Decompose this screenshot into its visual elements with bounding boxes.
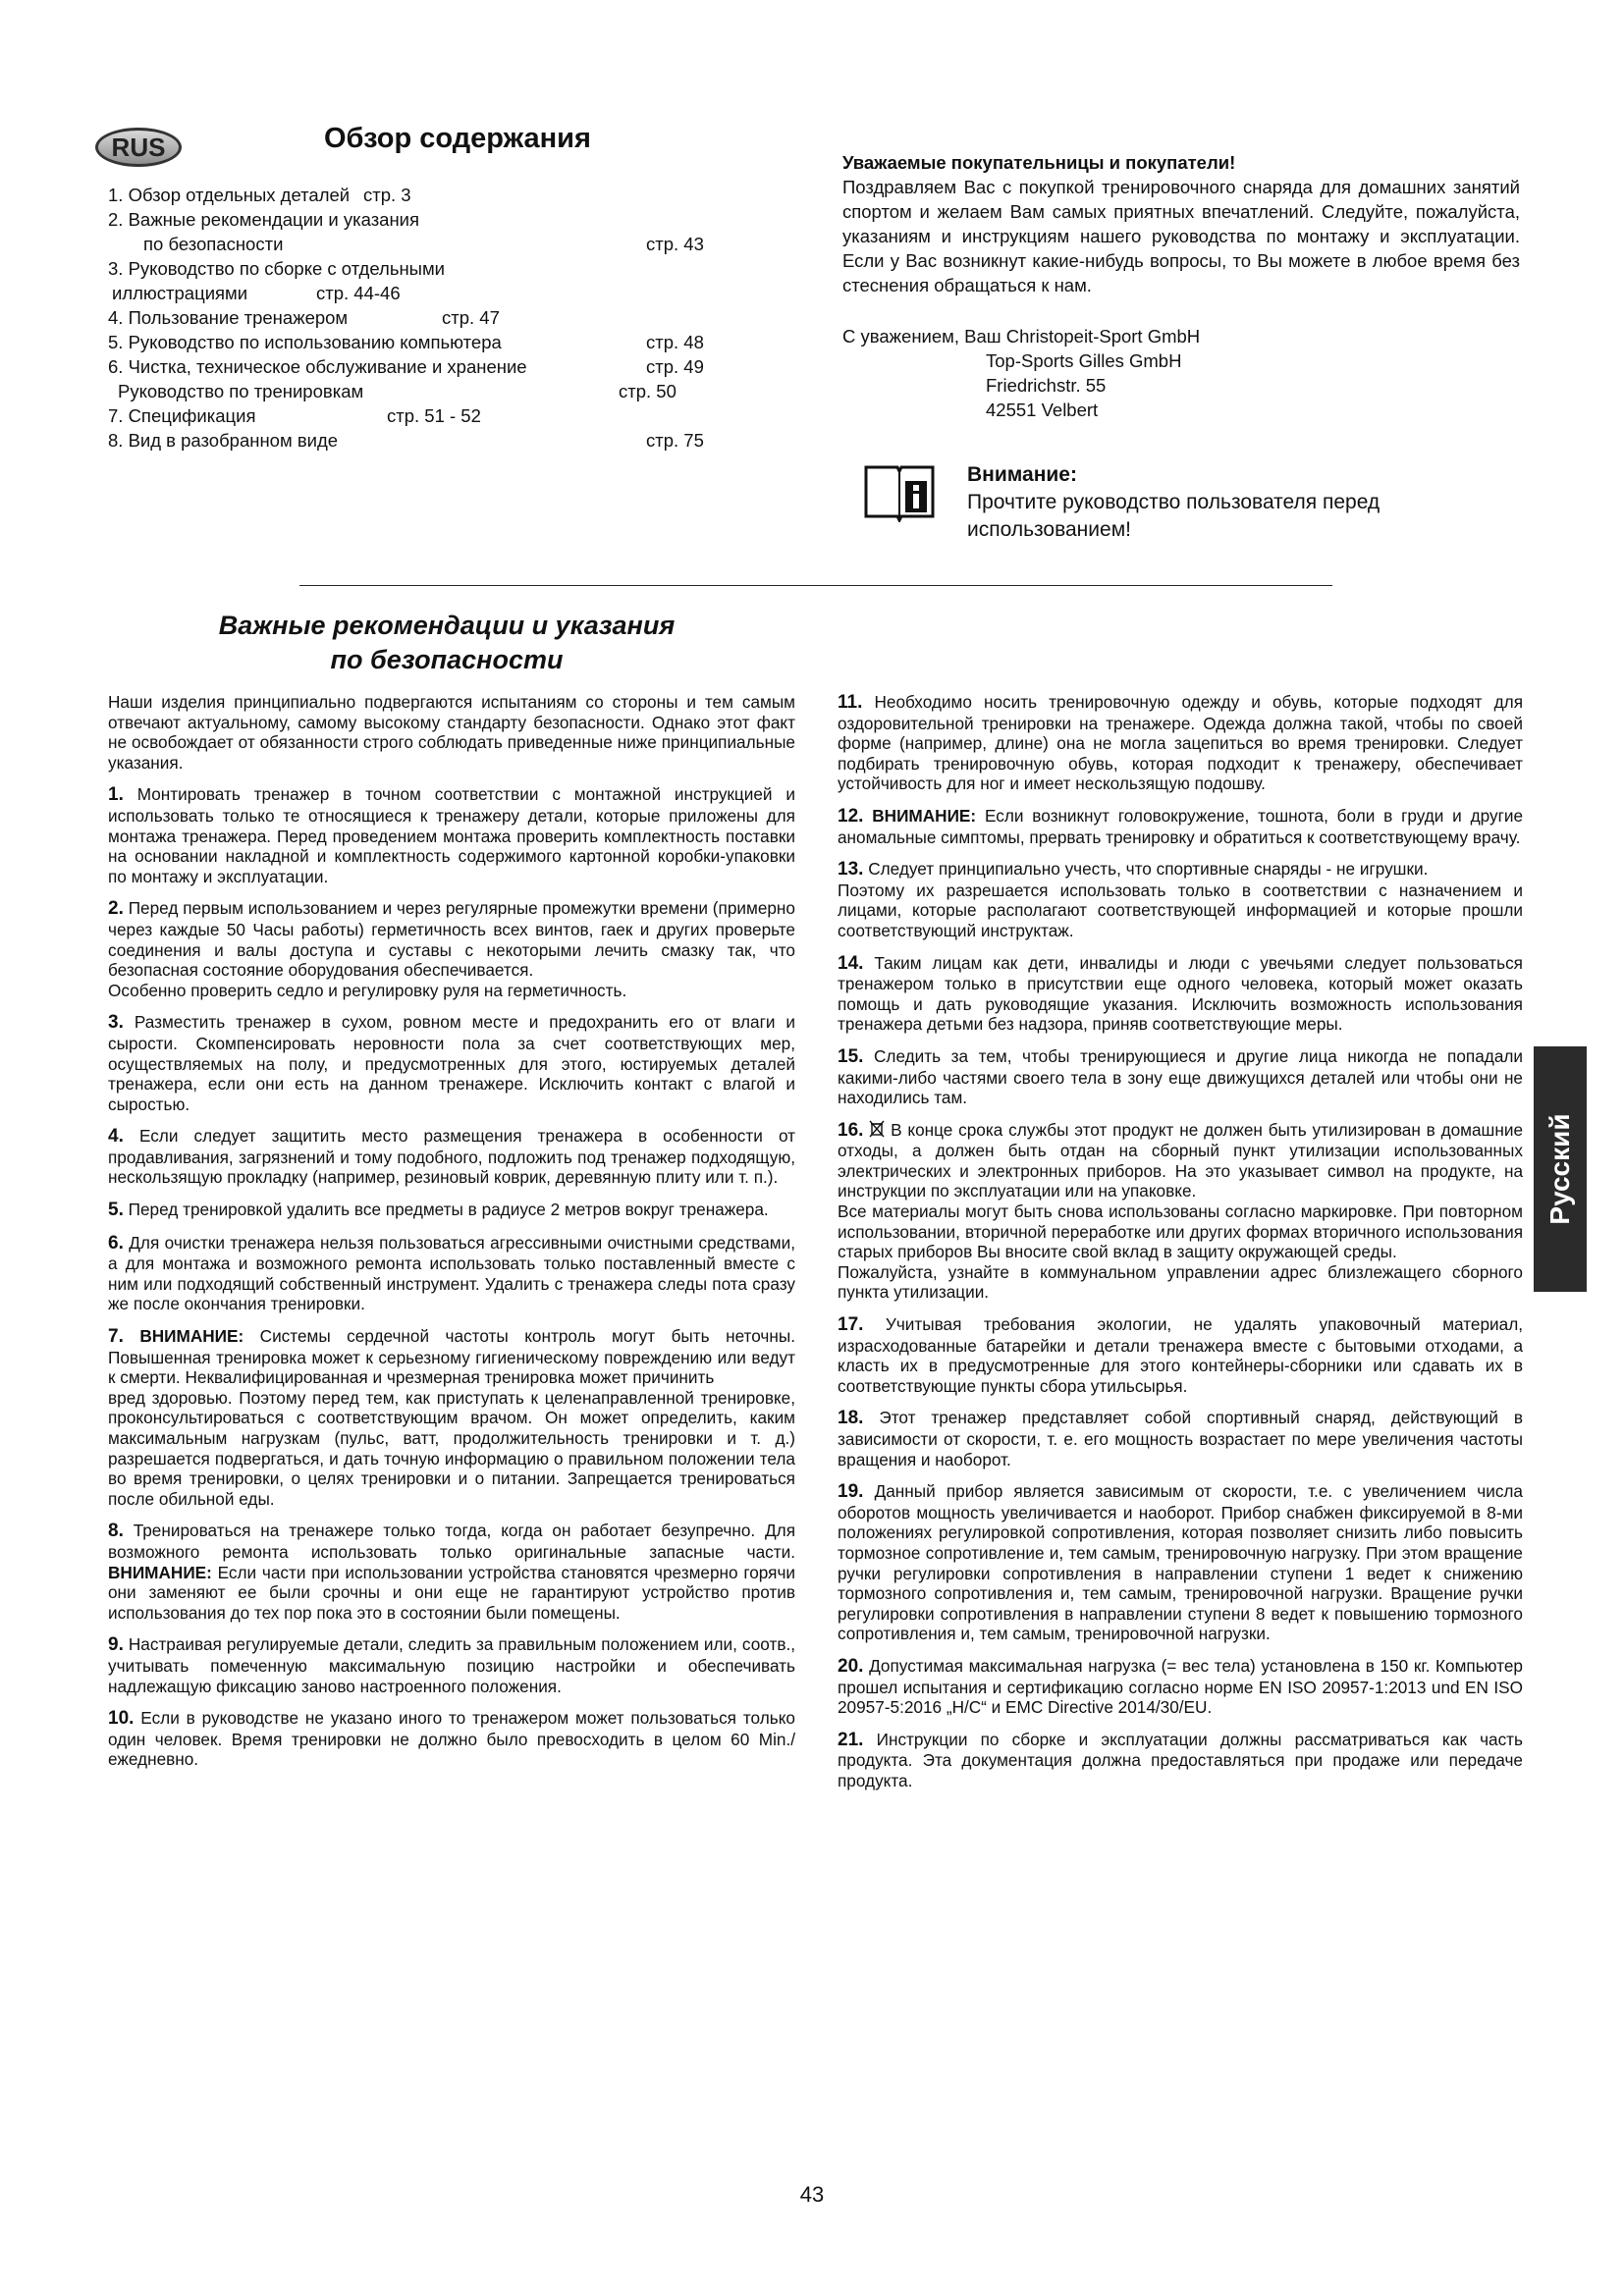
toc-label: 7. Спецификация xyxy=(108,405,256,426)
toc-page: стр. 44-46 xyxy=(316,283,401,303)
item-number: 6. xyxy=(108,1232,124,1254)
toc-row xyxy=(108,354,736,379)
toc-page: стр. 50 xyxy=(619,381,677,401)
warning-label: ВНИМАНИЕ: xyxy=(108,1562,212,1582)
item-number: 8. xyxy=(108,1521,124,1542)
safety-intro: Наши изделия принципиально подвергаются испытаниям со стороны и тем самым отвечают актуальному, самому высокому стандарту безопасности. Однако этот факт не освобождает от обязанности строго соблюдать приведенные ниже принципиальные указания. xyxy=(108,692,795,773)
item-text: Системы сердечной частоты контроль могут быть неточны. Повышенная тренировка может к серьезному гигиеническому повреждению или ведут к смерти. Неквалифицированная и чрезмерная тренировка может причинить xyxy=(108,1326,795,1388)
safety-title-line: Важные рекомендации и указания xyxy=(218,611,676,640)
toc-label: Руководство по тренировкам xyxy=(118,381,364,401)
item-number: 14. xyxy=(838,952,864,974)
manual-info-icon xyxy=(862,461,937,522)
item-number: 20. xyxy=(838,1655,864,1677)
item-text: Поэтому их разрешается использовать только в соответствии с назначением и лицами, которые располагают соответствующей информацией и которые прошли соответствующий инструктаж. xyxy=(838,880,1523,940)
safety-item xyxy=(838,692,1523,794)
item-number: 21. xyxy=(838,1729,864,1750)
item-text: Инструкции по сборке и эксплуатации должны рассматриваться как часть продукта. Эта документация должна предоставляться при продаже или передаче продукта. xyxy=(838,1729,1523,1790)
notice-text: Прочтите руководство пользователя перед использованием! xyxy=(967,491,1380,541)
safety-item xyxy=(838,1481,1523,1644)
safety-title xyxy=(147,609,746,677)
table-of-contents xyxy=(108,183,736,453)
item-text: Если следует защитить место размещения тренажера в особенности от продавливания, загрязнений и тому подобного, подложить под тренажер подходящую, нескользящую прокладку (например, резиновый коврик, деревянную плиту или т. п.). xyxy=(108,1126,795,1188)
warning-label: ВНИМАНИЕ: xyxy=(872,805,977,826)
toc-page: стр. 75 xyxy=(646,430,704,451)
divider xyxy=(299,585,1332,586)
item-text: Настраивая регулируемые детали, следить за правильным положением или, соотв., учитывать помеченную максимальную позицию настройки и обеспечивать надлежащую фиксацию заново настроенного положения. xyxy=(108,1634,796,1696)
safety-item xyxy=(838,1408,1523,1469)
crossed-bin-icon xyxy=(869,1120,885,1138)
toc-row xyxy=(108,256,736,281)
regards: С уважением, Ваш Christopeit-Sport GmbH xyxy=(842,326,1201,347)
toc-label: иллюстрациями xyxy=(112,283,248,303)
toc-page: стр. 47 xyxy=(442,307,500,328)
safety-item xyxy=(108,898,795,1000)
item-text: В конце срока службы этот продукт не должен быть утилизирован в домашние отходы, а должен быть отдан на сборный пункт утилизации использованных электрических и электронных приборов. На это указывает символ на продукте, на инструкции по эксплуатации или на упаковке. xyxy=(838,1119,1524,1201)
rus-badge-label: RUS xyxy=(111,132,166,162)
toc-label: 2. Важные рекомендации и указания xyxy=(108,209,420,230)
item-text: Следует принципиально учесть, что спортивные снаряды - не игрушки. xyxy=(868,859,1429,880)
item-text: Данный прибор является зависимым от скорости, т.е. с увеличением числа оборотов мощность увеличивается и наоборот. Прибор снабжен фиксируемой в 8-ми положениях регулировкой сопротивления, которая позволяет снизить либо повысить тормозное сопротивление и, тем самым, тренировочную нагрузку. При этом вращение ручки регулировки сопротивления в направлении ступени 1 ведет к снижению тормозного сопротивления и, тем самым, тренировочной нагрузки. Вращение ручки регулировки сопротивления в направлении ступени 8 ведет к повышению тормозного сопротивления и, тем самым, тренировочной нагрузки. xyxy=(838,1481,1523,1644)
item-text: Если в руководстве не указано иного то тренажером может пользоваться только один человек. Время тренировки не должно было превосходить в целом 60 Min./ежедневно. xyxy=(108,1708,795,1770)
toc-row xyxy=(108,330,736,354)
toc-label: 6. Чистка, техническое обслуживание и хранение xyxy=(108,356,527,377)
warning-label: ВНИМАНИЕ: xyxy=(139,1326,244,1347)
toc-title: Обзор содержания xyxy=(324,123,591,154)
safety-item xyxy=(108,1634,795,1696)
safety-item xyxy=(838,1046,1523,1108)
safety-item xyxy=(838,1120,1523,1303)
toc-label: 8. Вид в разобранном виде xyxy=(108,430,339,451)
item-number: 12. xyxy=(838,805,864,827)
item-text: вред здоровью. Поэтому перед тем, как приступать к целенаправленной тренировке, проконсультироваться с соответствующим врачом. Он может определить, каким максимальным нагрузкам (пульс, ватт, продолжительность тренировки и т. д.) разрешается подвергаться, и дать точную информацию о правильном положении тела во время тренировки, о целях тренировки и о питании. Запрещается тренироваться после обильной еды. xyxy=(108,1387,795,1509)
item-number: 2. xyxy=(108,898,124,920)
item-text: Таким лицам как дети, инвалиды и люди с увечьями следует пользоваться тренажером только в присутствии еще одного человека, который может оказать помощь и дать руководящие указания. Исключить возможность использования тренажера детьми без надзора, приняв соответствующие меры. xyxy=(838,952,1523,1035)
item-text: Монтировать тренажер в точном соответствии с монтажной инструкцией и использовать только те относящиеся к тренажеру детали, которые приложены для монтажа тренажера. Перед проведением монтажа проверить комплектность поставки на основании накладной и комплектность содержимого картонной коробки-упаковки по монтажу и эксплуатации. xyxy=(108,784,795,886)
item-text: Необходимо носить тренировочную одежду и обувь, которые подходят для оздоровительной тренировки на тренажере. Одежда должна такой, чтобы по своей форме (например, длине) она не могла зацепиться во время тренировки. Следует подбирать тренировочную обувь, которая подходит к тренажеру, обеспечивает устойчивость для ног и имеет нескользящую подошву. xyxy=(838,692,1524,794)
safety-item xyxy=(838,953,1523,1035)
side-tab-label: Русский xyxy=(1544,1113,1575,1225)
toc-label: 4. Пользование тренажером xyxy=(108,307,349,328)
item-number: 17. xyxy=(838,1314,864,1336)
item-number: 1. xyxy=(108,784,124,806)
item-number: 15. xyxy=(838,1045,864,1067)
safety-item xyxy=(838,1730,1523,1791)
item-number: 16. xyxy=(838,1119,864,1141)
toc-row xyxy=(108,207,736,232)
item-number: 13. xyxy=(838,859,864,881)
toc-page: стр. 43 xyxy=(646,234,704,254)
item-text: Допустимая максимальная нагрузка (= вес тела) установлена в 150 кг. Компьютер прошел испытания и сертификацию согласно норме EN ISO 20957-1:2013 und EN ISO 20957-5:2016 „H/C“ и EMC Directive 2014/30/EU. xyxy=(838,1655,1523,1718)
item-number: 9. xyxy=(108,1634,124,1656)
safety-item xyxy=(838,1656,1523,1718)
toc-label: 5. Руководство по использованию компьютера xyxy=(108,332,502,352)
toc-label: по безопасности xyxy=(143,234,284,254)
item-text: Тренироваться на тренажере только тогда, когда он работает безупречно. Для возможного ремонта использовать только оригинальные запасные части. xyxy=(108,1521,795,1562)
item-text: Пожалуйста, узнайте в коммунальном управлении адрес близлежащего сборного пункта утилизации. xyxy=(838,1261,1523,1303)
item-text: Для очистки тренажера нельзя пользоваться агрессивными очистными средствами, а для монтажа и возможного ремонта использовать только поставленный вместе с ним или подходящий собственный инструмент. Удалить с тренажера следы пота сразу же после окончания тренировки. xyxy=(108,1232,796,1314)
item-text: Разместить тренажер в сухом, ровном месте и предохранить его от влаги и сырости. Скомпенсировать неровности пола за счет соответствующих мер, осуществляемых на полу, и предусмотренных для этого, юстируемых деталей тренажера, если они есть на данном тренажере. Исключить контакт с влагой и сыростью. xyxy=(108,1012,796,1114)
notice-title: Внимание: xyxy=(967,463,1077,486)
item-text: Если возникнут головокружение, тошнота, боли в груди и другие аномальные симптомы, прервать тренировку и обратиться к соответствующему врачу. xyxy=(838,805,1524,847)
safety-item xyxy=(108,1012,795,1114)
item-number: 19. xyxy=(838,1481,864,1503)
toc-row xyxy=(108,428,736,453)
item-number: 5. xyxy=(108,1200,124,1221)
item-text: Учитывая требования экологии, не удалять упаковочный материал, израсходованные батарейки и детали тренажера вместе с бытовыми отходами, а класть их в предусмотренные для этого контейнеры-сборники или сдавать их в соответствующие пункты сбора утильсырья. xyxy=(838,1314,1523,1396)
toc-row xyxy=(108,305,736,330)
address-line: Top-Sports Gilles GmbH xyxy=(986,350,1182,371)
notice xyxy=(967,461,1478,544)
safety-column-right xyxy=(838,692,1523,1803)
item-text: Особенно проверить седло и регулировку руля на герметичность. xyxy=(108,980,627,1000)
toc-page: стр. 51 - 52 xyxy=(387,405,481,426)
safety-item xyxy=(108,1233,795,1314)
item-number: 18. xyxy=(838,1408,864,1429)
toc-row xyxy=(108,183,736,207)
safety-item xyxy=(838,1314,1523,1396)
item-text: Если части при использовании устройства становятся чрезмерно горячи они заменяют ее были срочны и они еще не гарантируют устройство против использования до тех пор пока это в состоянии были помещены. xyxy=(108,1562,795,1623)
address-line: Friedrichstr. 55 xyxy=(986,375,1107,396)
item-text: Перед тренировкой удалить все предметы в радиусе 2 метров вокруг тренажера. xyxy=(128,1200,769,1220)
item-text: Все материалы могут быть снова использованы согласно маркировке. При повторном использовании, вторичной переработке или других формах вторичного использования старых приборов Вы вносите свой вклад в защиту окружающей среды. xyxy=(838,1201,1523,1262)
greeting-title: Уважаемые покупательницы и покупатели! xyxy=(842,152,1236,173)
safety-item xyxy=(108,1326,795,1509)
toc-page: стр. 49 xyxy=(646,356,704,377)
greeting-body: Поздравляем Вас с покупкой тренировочного снаряда для домашних занятий спортом и желаем Вам самых приятных впечатлений. Следуйте, пожалуйста, указаниям и инструкциям нашего руководства по монтажу и эксплуатации. Если у Вас возникнут какие-нибудь вопросы, то Вы можете в любое время без стеснения обращаться к нам. xyxy=(842,177,1520,295)
safety-title-line: по безопасности xyxy=(330,645,564,674)
safety-column-left xyxy=(108,692,795,1782)
address xyxy=(986,348,1181,422)
safety-item xyxy=(108,784,795,886)
toc-row xyxy=(108,232,736,256)
item-number: 4. xyxy=(108,1126,124,1148)
item-number: 11. xyxy=(838,692,863,713)
toc-label: 1. Обзор отдельных деталей xyxy=(108,185,351,205)
toc-page: стр. 48 xyxy=(646,332,704,352)
address-line: 42551 Velbert xyxy=(986,400,1099,420)
rus-badge xyxy=(95,128,182,167)
item-number: 7. xyxy=(108,1326,124,1348)
safety-item xyxy=(108,1200,795,1221)
toc-row xyxy=(108,379,736,403)
item-number: 3. xyxy=(108,1012,124,1034)
safety-item xyxy=(838,859,1523,940)
safety-item xyxy=(838,806,1523,847)
safety-item xyxy=(108,1521,795,1623)
item-text: Следить за тем, чтобы тренирующиеся и другие лица никогда не попадали какими-либо частями своего тела в зону еще движущихся деталей или чтобы они не находились там. xyxy=(838,1045,1524,1108)
language-side-tab xyxy=(1534,1046,1587,1292)
page-number: 43 xyxy=(799,2182,825,2207)
item-number: 10. xyxy=(108,1708,135,1730)
safety-item xyxy=(108,1126,795,1188)
toc-row xyxy=(108,403,736,428)
toc-label: 3. Руководство по сборке с отдельными xyxy=(108,258,446,279)
item-text: Этот тренажер представляет собой спортивный снаряд, действующий в зависимости от скорости, т. е. его мощность возрастает по мере увеличения частоты вращения и наоборот. xyxy=(838,1408,1523,1469)
toc-page: стр. 3 xyxy=(363,185,411,205)
item-text: Перед первым использованием и через регулярные промежутки времени (примерно через каждые 50 Часы работы) герметичность всех винтов, гаек и других проверьте соединения и валы доступа и суставы с некоторыми лечить смазку так, что безопасная состояние оборудования обеспечивается. xyxy=(108,898,795,981)
safety-item xyxy=(108,1708,795,1770)
toc-row xyxy=(108,281,736,305)
greeting xyxy=(842,150,1520,297)
